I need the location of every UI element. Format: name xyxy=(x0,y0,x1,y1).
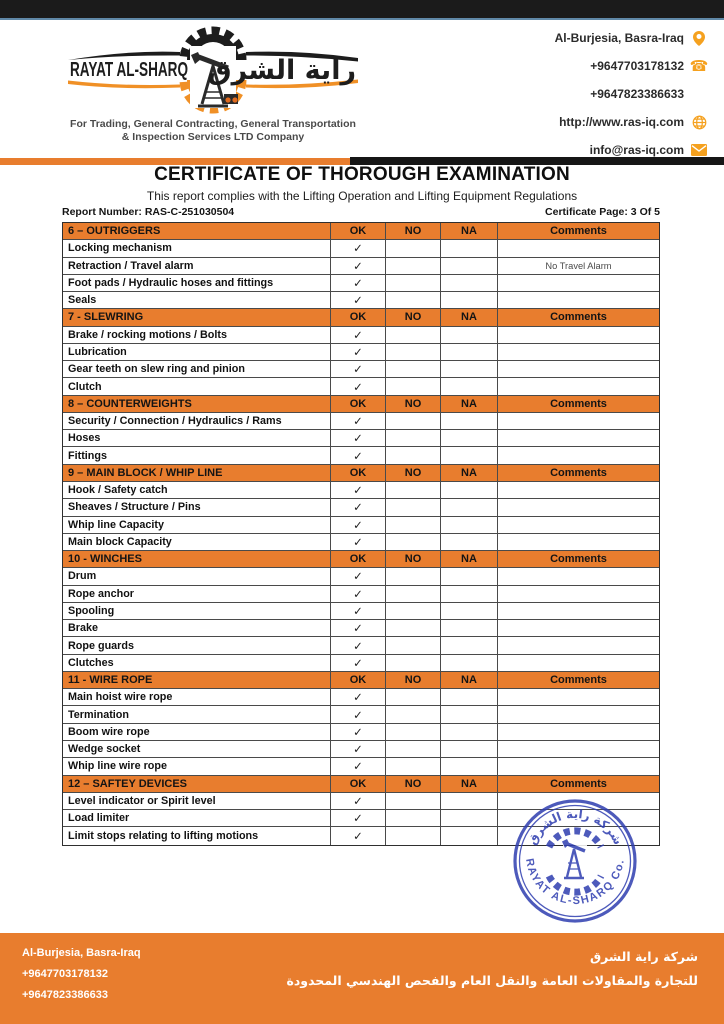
na-cell xyxy=(441,344,498,360)
table-row xyxy=(63,447,659,464)
table-row xyxy=(63,344,659,361)
table-row xyxy=(63,378,659,395)
footer-address: Al-Burjesia, Basra-Iraq xyxy=(22,947,141,959)
inspection-table xyxy=(62,222,660,846)
column-header-no: NO xyxy=(386,672,441,688)
ok-checkmark: ✓ xyxy=(331,258,386,274)
table-row xyxy=(63,275,659,292)
ok-checkmark: ✓ xyxy=(331,706,386,722)
no-cell xyxy=(386,517,441,533)
comment-cell xyxy=(498,603,659,619)
ok-checkmark: ✓ xyxy=(331,447,386,463)
comment-cell xyxy=(498,430,659,446)
item-label: Main block Capacity xyxy=(63,534,331,550)
no-cell xyxy=(386,810,441,826)
item-label: Rope anchor xyxy=(63,586,331,602)
comment-cell xyxy=(498,637,659,653)
no-cell xyxy=(386,361,441,377)
contact-row-phone1 xyxy=(468,52,708,80)
no-cell xyxy=(386,258,441,274)
na-cell xyxy=(441,741,498,757)
column-header-na: NA xyxy=(441,776,498,792)
item-label: Load limiter xyxy=(63,810,331,826)
ok-checkmark: ✓ xyxy=(331,793,386,809)
table-row xyxy=(63,724,659,741)
item-label: Lubrication xyxy=(63,344,331,360)
ok-checkmark: ✓ xyxy=(331,586,386,602)
no-cell xyxy=(386,758,441,774)
no-cell xyxy=(386,689,441,705)
na-cell xyxy=(441,482,498,498)
email-text: info@ras-iq.com xyxy=(589,143,684,157)
section-header-row xyxy=(63,223,659,240)
item-label: Wedge socket xyxy=(63,741,331,757)
comment-cell xyxy=(498,378,659,394)
comment-cell xyxy=(498,499,659,515)
item-label: Clutch xyxy=(63,378,331,394)
column-header-comments: Comments xyxy=(550,397,607,410)
comment-cell xyxy=(498,568,659,584)
item-label: Whip line wire rope xyxy=(63,758,331,774)
globe-icon xyxy=(690,115,708,130)
na-cell xyxy=(441,827,498,844)
contact-row-phone2 xyxy=(468,80,708,108)
ok-checkmark: ✓ xyxy=(331,378,386,394)
comment-cell xyxy=(498,758,659,774)
na-cell xyxy=(441,378,498,394)
table-row xyxy=(63,689,659,706)
no-cell xyxy=(386,637,441,653)
ok-checkmark: ✓ xyxy=(331,240,386,256)
no-cell xyxy=(386,482,441,498)
table-row xyxy=(63,741,659,758)
column-header-ok: OK xyxy=(331,223,386,239)
report-number-label: Report Number: xyxy=(62,206,142,218)
column-header-no: NO xyxy=(386,223,441,239)
ok-checkmark: ✓ xyxy=(331,655,386,671)
column-header-no: NO xyxy=(386,465,441,481)
table-row xyxy=(63,240,659,257)
no-cell xyxy=(386,568,441,584)
table-row xyxy=(63,637,659,654)
item-label: Drum xyxy=(63,568,331,584)
ok-checkmark: ✓ xyxy=(331,810,386,826)
no-cell xyxy=(386,447,441,463)
tagline-line1: For Trading, General Contracting, General Transportation xyxy=(70,118,356,130)
section-title: 6 – OUTRIGGERS xyxy=(63,223,331,239)
column-header-no: NO xyxy=(386,551,441,567)
comment-cell xyxy=(498,586,659,602)
item-label: Boom wire rope xyxy=(63,724,331,740)
na-cell xyxy=(441,275,498,291)
envelope-icon xyxy=(690,144,708,156)
table-row xyxy=(63,655,659,672)
ok-checkmark: ✓ xyxy=(331,827,386,844)
ok-checkmark: ✓ xyxy=(331,534,386,550)
website-text: http://www.ras-iq.com xyxy=(559,115,684,129)
section-title: 11 - WIRE ROPE xyxy=(63,672,331,688)
item-label: Sheaves / Structure / Pins xyxy=(63,499,331,515)
contact-block xyxy=(468,24,708,164)
ok-checkmark: ✓ xyxy=(331,482,386,498)
no-cell xyxy=(386,344,441,360)
item-label: Gear teeth on slew ring and pinion xyxy=(63,361,331,377)
na-cell xyxy=(441,413,498,429)
table-row xyxy=(63,482,659,499)
column-header-no: NO xyxy=(386,776,441,792)
no-cell xyxy=(386,706,441,722)
item-label: Fittings xyxy=(63,447,331,463)
column-header-no: NO xyxy=(386,396,441,412)
na-cell xyxy=(441,534,498,550)
item-label: Termination xyxy=(63,706,331,722)
comment-cell xyxy=(498,344,659,360)
footer-phone2: +9647823386633 xyxy=(22,989,108,1001)
ok-checkmark: ✓ xyxy=(331,517,386,533)
no-cell xyxy=(386,724,441,740)
comment-cell xyxy=(498,327,659,343)
comment-cell xyxy=(498,724,659,740)
item-label: Retraction / Travel alarm xyxy=(63,258,331,274)
page-subtitle: This report complies with the Lifting Operation and Lifting Equipment Regulations xyxy=(146,189,578,203)
certificate-page: Certificate Page: 3 Of 5 xyxy=(545,206,660,218)
ok-checkmark: ✓ xyxy=(331,430,386,446)
ok-checkmark: ✓ xyxy=(331,292,386,308)
item-label: Seals xyxy=(63,292,331,308)
table-row xyxy=(63,758,659,775)
pumpjack-wheel xyxy=(225,97,230,102)
report-meta-row xyxy=(62,206,660,218)
ok-checkmark: ✓ xyxy=(331,741,386,757)
phone1-text: +9647703178132 xyxy=(590,59,684,73)
column-header-ok: OK xyxy=(331,396,386,412)
column-header-comments: Comments xyxy=(550,311,607,324)
section-title: 10 - WINCHES xyxy=(63,551,331,567)
item-label: Level indicator or Spirit level xyxy=(63,793,331,809)
na-cell xyxy=(441,240,498,256)
footer-contacts xyxy=(22,943,141,1006)
column-header-no: NO xyxy=(386,309,441,325)
item-label: Locking mechanism xyxy=(63,240,331,256)
item-label: Rope guards xyxy=(63,637,331,653)
table-row xyxy=(63,603,659,620)
na-cell xyxy=(441,586,498,602)
column-header-na: NA xyxy=(441,465,498,481)
section-header-row xyxy=(63,309,659,326)
report-number xyxy=(62,206,234,218)
ok-checkmark: ✓ xyxy=(331,275,386,291)
na-cell xyxy=(441,620,498,636)
na-cell xyxy=(441,724,498,740)
na-cell xyxy=(441,258,498,274)
na-cell xyxy=(441,361,498,377)
ok-checkmark: ✓ xyxy=(331,758,386,774)
ok-checkmark: ✓ xyxy=(331,361,386,377)
location-pin-icon xyxy=(690,31,708,46)
na-cell xyxy=(441,603,498,619)
column-header-ok: OK xyxy=(331,672,386,688)
item-label: Clutches xyxy=(63,655,331,671)
comment-cell xyxy=(498,534,659,550)
table-row xyxy=(63,361,659,378)
footer-phone1: +9647703178132 xyxy=(22,968,108,980)
no-cell xyxy=(386,655,441,671)
contact-row-website xyxy=(468,108,708,136)
column-header-na: NA xyxy=(441,309,498,325)
ok-checkmark: ✓ xyxy=(331,344,386,360)
no-cell xyxy=(386,499,441,515)
na-cell xyxy=(441,292,498,308)
column-header-comments: Comments xyxy=(550,674,607,687)
na-cell xyxy=(441,793,498,809)
table-row xyxy=(63,327,659,344)
comment-cell xyxy=(498,706,659,722)
table-row xyxy=(63,499,659,516)
company-logo xyxy=(48,24,378,144)
table-row xyxy=(63,568,659,585)
no-cell xyxy=(386,275,441,291)
item-label: Foot pads / Hydraulic hoses and fittings xyxy=(63,275,331,291)
column-header-na: NA xyxy=(441,672,498,688)
no-cell xyxy=(386,413,441,429)
column-header-ok: OK xyxy=(331,776,386,792)
swoosh-bottom-left xyxy=(68,81,180,89)
na-cell xyxy=(441,637,498,653)
no-cell xyxy=(386,620,441,636)
ok-checkmark: ✓ xyxy=(331,499,386,515)
table-row xyxy=(63,517,659,534)
table-row xyxy=(63,620,659,637)
na-cell xyxy=(441,655,498,671)
phone2-text: +9647823386633 xyxy=(590,87,684,101)
section-title: 9 – MAIN BLOCK / WHIP LINE xyxy=(63,465,331,481)
section-header-row xyxy=(63,776,659,793)
no-cell xyxy=(386,741,441,757)
comment-cell xyxy=(498,292,659,308)
item-label: Whip line Capacity xyxy=(63,517,331,533)
column-header-na: NA xyxy=(441,396,498,412)
section-header-row xyxy=(63,672,659,689)
ok-checkmark: ✓ xyxy=(331,620,386,636)
section-header-row xyxy=(63,551,659,568)
ok-checkmark: ✓ xyxy=(331,568,386,584)
pumpjack-wheel xyxy=(232,97,237,102)
comment-cell xyxy=(498,413,659,429)
item-label: Brake xyxy=(63,620,331,636)
table-row xyxy=(63,292,659,309)
section-header-row xyxy=(63,396,659,413)
column-header-comments: Comments xyxy=(550,553,607,566)
ok-checkmark: ✓ xyxy=(331,327,386,343)
na-cell xyxy=(441,499,498,515)
report-number-value: RAS-C-251030504 xyxy=(144,206,235,218)
table-row xyxy=(63,258,659,275)
na-cell xyxy=(441,689,498,705)
comment-cell xyxy=(498,275,659,291)
ok-checkmark: ✓ xyxy=(331,724,386,740)
logo-graphic xyxy=(58,24,368,116)
no-cell xyxy=(386,827,441,844)
ok-checkmark: ✓ xyxy=(331,413,386,429)
section-title: 8 – COUNTERWEIGHTS xyxy=(63,396,331,412)
section-title: 7 - SLEWRING xyxy=(63,309,331,325)
company-name-en: RAYAT AL-SHARQ xyxy=(70,59,188,81)
column-header-ok: OK xyxy=(331,465,386,481)
na-cell xyxy=(441,517,498,533)
item-label: Limit stops relating to lifting motions xyxy=(63,827,331,844)
na-cell xyxy=(441,568,498,584)
item-label: Hook / Safety catch xyxy=(63,482,331,498)
address-text: Al-Burjesia, Basra-Iraq xyxy=(554,31,684,45)
no-cell xyxy=(386,430,441,446)
company-name-ar: راية الشرق xyxy=(207,55,356,86)
comment-cell xyxy=(498,517,659,533)
table-row xyxy=(63,413,659,430)
no-cell xyxy=(386,534,441,550)
comment-cell xyxy=(498,240,659,256)
item-label: Hoses xyxy=(63,430,331,446)
comment-cell: No Travel Alarm xyxy=(545,260,612,271)
company-stamp xyxy=(511,797,639,925)
na-cell xyxy=(441,706,498,722)
ok-checkmark: ✓ xyxy=(331,603,386,619)
item-label: Spooling xyxy=(63,603,331,619)
phone-icon: ☎ xyxy=(689,56,709,75)
footer-company-arabic xyxy=(287,945,699,993)
footer-band xyxy=(0,933,724,1024)
section-title: 12 – SAFTEY DEVICES xyxy=(63,776,331,792)
table-row xyxy=(63,706,659,723)
ok-checkmark: ✓ xyxy=(331,637,386,653)
no-cell xyxy=(386,378,441,394)
comment-cell xyxy=(498,482,659,498)
item-label: Main hoist wire rope xyxy=(63,689,331,705)
table-row xyxy=(63,586,659,603)
column-header-comments: Comments xyxy=(550,225,607,238)
contact-row-address xyxy=(468,24,708,52)
no-cell xyxy=(386,292,441,308)
na-cell xyxy=(441,447,498,463)
comment-cell xyxy=(498,655,659,671)
column-header-comments: Comments xyxy=(550,777,607,790)
comment-cell xyxy=(498,620,659,636)
column-header-ok: OK xyxy=(331,551,386,567)
comment-cell xyxy=(498,361,659,377)
ok-checkmark: ✓ xyxy=(331,689,386,705)
no-cell xyxy=(386,603,441,619)
section-header-row xyxy=(63,465,659,482)
stamp-arabic-text: شركة راية الشرق xyxy=(524,806,626,848)
comment-cell xyxy=(498,741,659,757)
top-black-bar xyxy=(0,0,724,20)
na-cell xyxy=(441,810,498,826)
column-header-na: NA xyxy=(441,223,498,239)
item-label: Security / Connection / Hydraulics / Rams xyxy=(63,413,331,429)
no-cell xyxy=(386,793,441,809)
comment-cell xyxy=(498,447,659,463)
column-header-comments: Comments xyxy=(550,466,607,479)
page-title: CERTIFICATE OF THOROUGH EXAMINATION xyxy=(154,164,570,185)
na-cell xyxy=(441,430,498,446)
footer-company-desc-ar: للتجارة والمقاولات العامة والنقل العام والفحص الهندسي المحدودة xyxy=(286,973,698,988)
na-cell xyxy=(441,758,498,774)
na-cell xyxy=(441,327,498,343)
no-cell xyxy=(386,586,441,602)
table-row xyxy=(63,430,659,447)
comment-cell xyxy=(498,689,659,705)
table-row xyxy=(63,534,659,551)
column-header-na: NA xyxy=(441,551,498,567)
stamp-english-text: RAYAT AL-SHARQ Co. xyxy=(522,857,627,908)
no-cell xyxy=(386,327,441,343)
tagline-line2: & Inspection Services LTD Company xyxy=(121,131,305,143)
column-header-ok: OK xyxy=(331,309,386,325)
item-label: Brake / rocking motions / Bolts xyxy=(63,327,331,343)
footer-company-name-ar: شركة راية الشرق xyxy=(589,949,698,964)
no-cell xyxy=(386,240,441,256)
